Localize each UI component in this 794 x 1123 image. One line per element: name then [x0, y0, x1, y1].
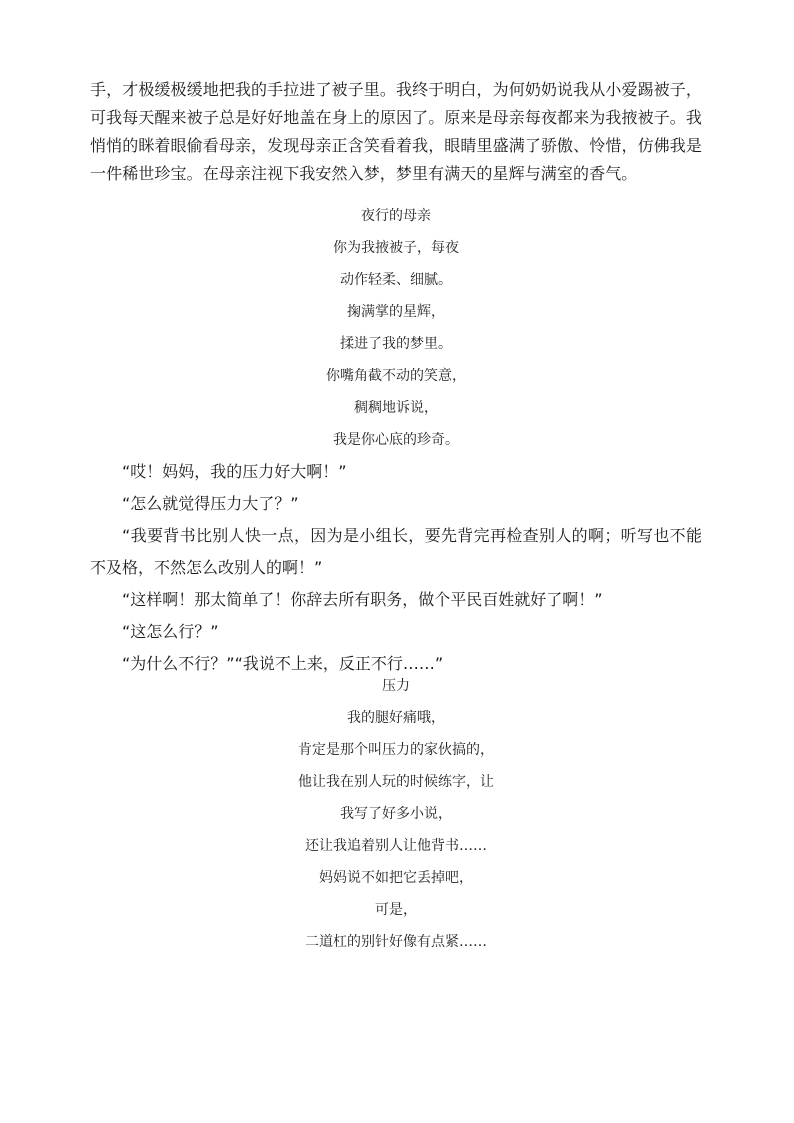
poem-line: 你嘴角截不动的笑意，: [326, 368, 466, 384]
poem-line: 他让我在别人玩的时候练字，让: [298, 774, 494, 790]
dialogue-line: “这样啊！那太简单了！你辞去所有职务，做个平民百姓就好了啊！”: [122, 590, 603, 609]
dialogue-line: “怎么就觉得压力大了？”: [122, 494, 299, 513]
poem-night-mother: [90, 200, 702, 456]
poem-line: 可是，: [375, 902, 417, 918]
poem-line: 还让我追着别人让他背书……: [305, 838, 487, 854]
dialogue-line: “这怎么行？”: [122, 622, 219, 641]
poem-line: 揉进了我的梦里。: [340, 336, 452, 352]
poem-title: 夜行的母亲: [361, 208, 431, 224]
poem-line: 妈妈说不如把它丢掉吧，: [319, 870, 473, 886]
paragraph-text: 手，才极缓极缓地把我的手拉进了被子里。我终于明白，为何奶奶说我从小爱踢被子，可我每天醒来被子总是好好地盖在身上的原因了。原来是母亲每夜都来为我掖被子。我悄悄的眯着眼偷看母亲，发现母亲正含笑看着我，眼睛里盛满了骄傲、怜惜，仿佛我是一件稀世珍宝。在母亲注视下我安然入梦，梦里有满天的星辉与满室的香气。: [90, 80, 702, 183]
poem-title: 压力: [382, 678, 410, 694]
poem-line: 二道杠的别针好像有点紧……: [305, 934, 487, 950]
poem-line: 掬满掌的星辉，: [347, 304, 445, 320]
poem-pressure: [90, 670, 702, 958]
dialogue-section: [90, 456, 702, 680]
poem-line: 我是你心底的珍奇。: [333, 432, 459, 448]
poem-line: 我写了好多小说，: [340, 806, 452, 822]
dialogue-line: “我要背书比别人快一点，因为是小组长，要先背完再检查别人的啊；听写也不能不及格，不然怎么改别人的啊！”: [90, 526, 702, 577]
poem-line: 你为我掖被子，每夜: [333, 240, 459, 256]
poem-line: 我的腿好痛哦，: [347, 710, 445, 726]
poem-line: 动作轻柔、细腻。: [340, 272, 452, 288]
dialogue-line: “哎！妈妈，我的压力好大啊！”: [122, 462, 347, 481]
poem-line: 稠稠地诉说，: [354, 400, 438, 416]
narrative-paragraph: [90, 76, 702, 188]
poem-line: 肯定是那个叫压力的家伙搞的，: [298, 742, 494, 758]
dialogue-line: “为什么不行？”“我说不上来，反正不行……”: [122, 654, 444, 673]
